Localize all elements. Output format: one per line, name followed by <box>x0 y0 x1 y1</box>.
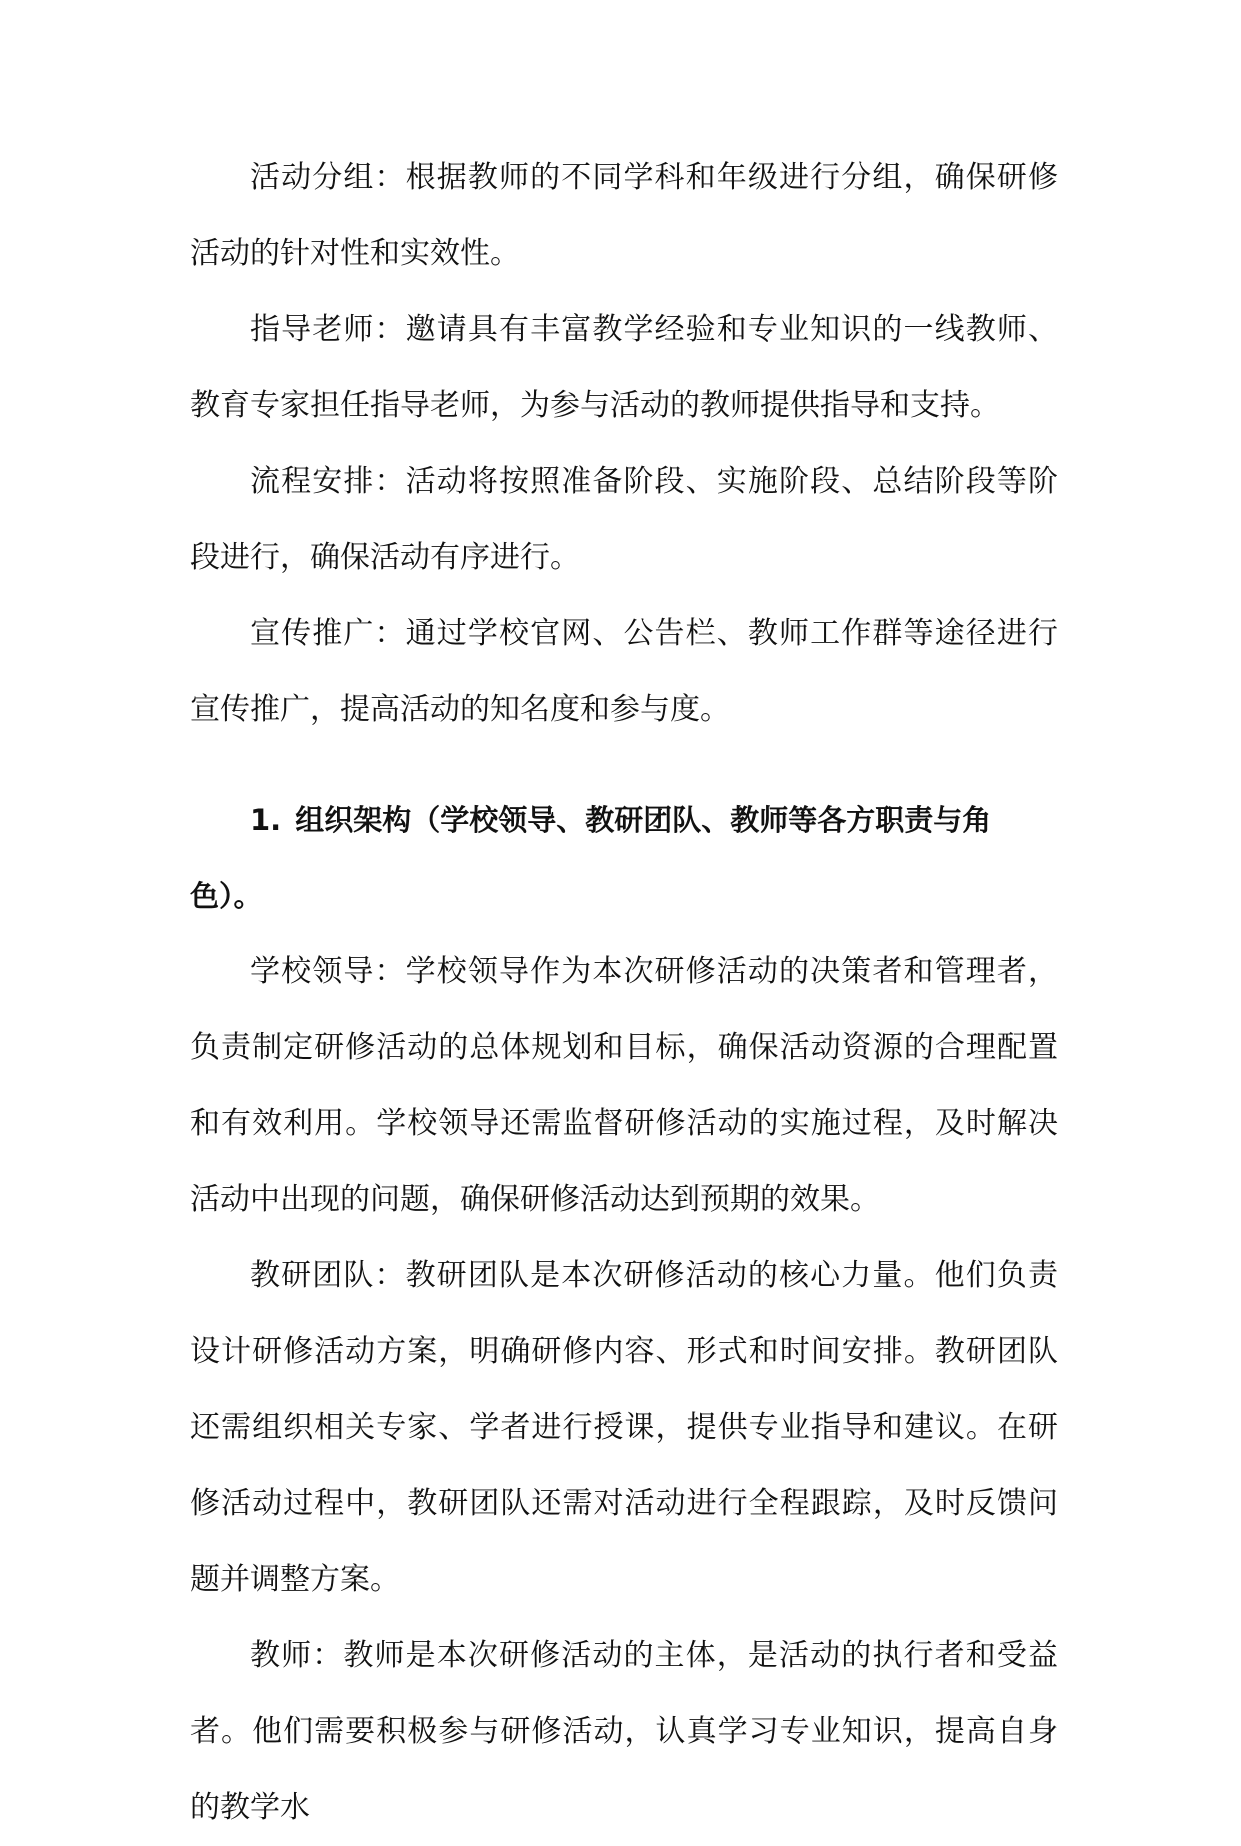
section-heading-number: 1. <box>250 803 282 837</box>
paragraph-school-leaders: 学校领导：学校领导作为本次研修活动的决策者和管理者，负责制定研修活动的总体规划和目标，确保活动资源的合理配置和有效利用。学校领导还需监督研修活动的实施过程，及时解决活动中出现的问题，确保研修活动达到预期的效果。 <box>190 954 1058 1217</box>
paragraph-teachers: 教师：教师是本次研修活动的主体，是活动的执行者和受益者。他们需要积极参与研修活动，认真学习专业知识，提高自身的教学水 <box>190 1638 1058 1825</box>
paragraph-promotion: 宣传推广：通过学校官网、公告栏、教师工作群等途径进行宣传推广，提高活动的知名度和参与度。 <box>190 616 1058 727</box>
paragraph-process-arrangement: 流程安排：活动将按照准备阶段、实施阶段、总结阶段等阶段进行，确保活动有序进行。 <box>190 464 1058 575</box>
paragraph-activity-grouping: 活动分组：根据教师的不同学科和年级进行分组，确保研修活动的针对性和实效性。 <box>190 160 1058 271</box>
paragraph-research-team: 教研团队：教研团队是本次研修活动的核心力量。他们负责设计研修活动方案，明确研修内容、形式和时间安排。教研团队还需组织相关专家、学者进行授课，提供专业指导和建议。在研修活动过程中，教研团队还需对活动进行全程跟踪，及时反馈问题并调整方案。 <box>190 1258 1058 1597</box>
document-body <box>190 140 1058 1846</box>
section-heading-text: 组织架构（学校领导、教研团队、教师等各方职责与角色）。 <box>190 803 992 913</box>
section-heading <box>190 782 1058 934</box>
paragraph-mentors: 指导老师：邀请具有丰富教学经验和专业知识的一线教师、教育专家担任指导老师，为参与活动的教师提供指导和支持。 <box>190 312 1058 423</box>
